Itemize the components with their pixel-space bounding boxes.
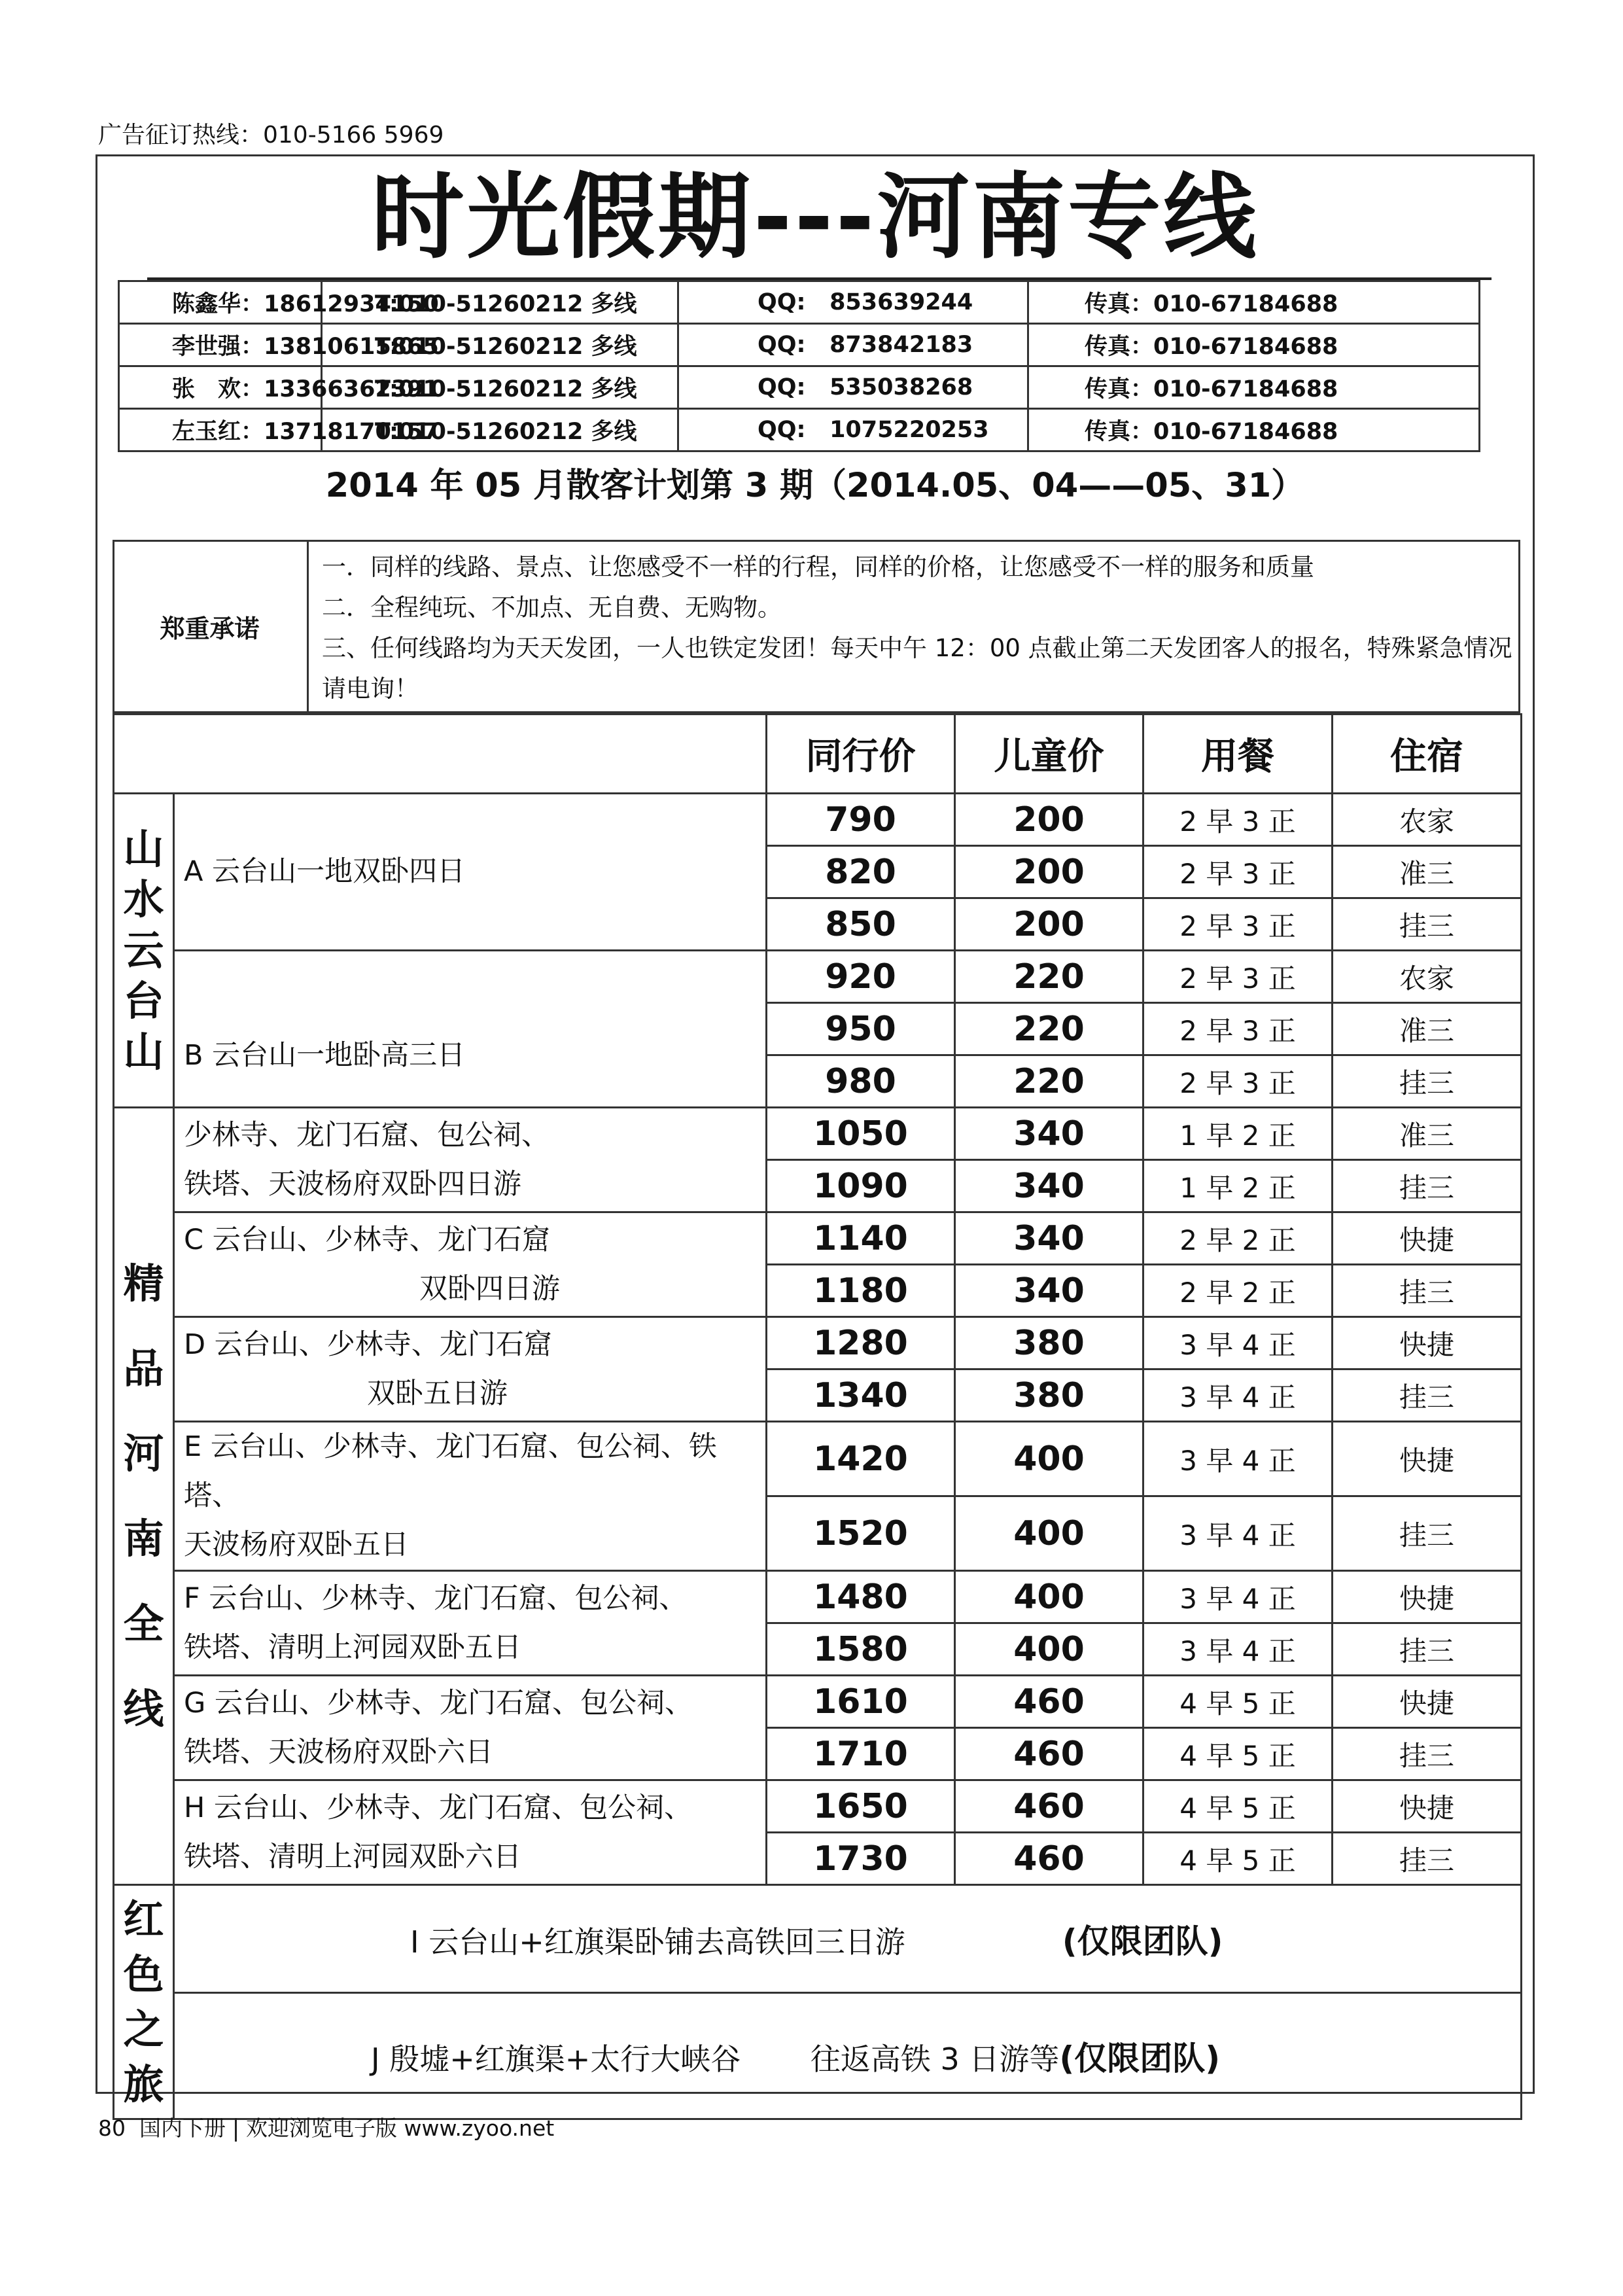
header-meal: 用餐 [1143, 715, 1333, 794]
contact-row [119, 281, 1480, 324]
page-footer [98, 2111, 554, 2142]
header-hotel: 住宿 [1333, 715, 1522, 794]
promise-label: 郑重承诺 [113, 540, 309, 713]
child-price: 380 [955, 1317, 1143, 1369]
table-row [114, 1676, 1522, 1728]
price: 920 [767, 951, 955, 1003]
child-price: 340 [955, 1265, 1143, 1317]
route-d: D 云台山、少林寺、龙门石窟 双卧五日游 [174, 1317, 767, 1422]
child-price: 220 [955, 951, 1143, 1003]
meal: 1 早 2 正 [1143, 1108, 1333, 1160]
contact-row [119, 409, 1480, 451]
page-title: 时光假期---河南专线 [371, 164, 1259, 272]
contact-tel: T:010-51260212 多线 [322, 324, 678, 366]
meal: 2 早 3 正 [1143, 1003, 1333, 1055]
red-tour-j: J 殷墟+红旗渠+太行大峡谷 往返高铁 3 日游等(仅限团队) [174, 1993, 1522, 2119]
child-price: 400 [955, 1571, 1143, 1623]
child-price: 460 [955, 1728, 1143, 1780]
meal: 2 早 2 正 [1143, 1212, 1333, 1265]
contact-tel: T:010-51260212 多线 [322, 409, 678, 451]
hotel: 挂三 [1333, 1833, 1522, 1885]
child-price: 200 [955, 794, 1143, 846]
meal: 1 早 2 正 [1143, 1160, 1333, 1212]
header-price: 同行价 [767, 715, 955, 794]
promise-line: 二．全程纯玩、不加点、无自费、无购物。 [322, 593, 782, 622]
contact-row [119, 324, 1480, 366]
hotel: 快捷 [1333, 1571, 1522, 1623]
route-h: H 云台山、少林寺、龙门石窟、包公祠、 铁塔、清明上河园双卧六日 [174, 1780, 767, 1885]
contact-name: 张 欢：13366362391 [119, 366, 322, 409]
child-price: 400 [955, 1422, 1143, 1496]
hotel: 挂三 [1333, 1623, 1522, 1676]
promise-line: 三、任何线路均为天天发团，一人也铁定发团！每天中午 12：00 点截止第二天发团客人的报名，特殊紧急情况请电询！ [322, 634, 1512, 703]
child-price: 460 [955, 1676, 1143, 1728]
price: 1610 [767, 1676, 955, 1728]
price: 1650 [767, 1780, 955, 1833]
meal: 3 早 4 正 [1143, 1496, 1333, 1571]
child-price: 460 [955, 1833, 1143, 1885]
contact-qq: QQ: 853639244 [678, 281, 1028, 324]
meal: 3 早 4 正 [1143, 1623, 1333, 1676]
price: 980 [767, 1055, 955, 1108]
price-table [113, 713, 1522, 2120]
contact-fax: 传真：010-67184688 [1028, 409, 1480, 451]
price: 1730 [767, 1833, 955, 1885]
table-row [114, 1108, 1522, 1160]
price: 950 [767, 1003, 955, 1055]
contact-qq: QQ: 873842183 [678, 324, 1028, 366]
promise-text [322, 547, 1512, 709]
promise-line: 一．同样的线路、景点、让您感受不一样的行程，同样的价格，让您感受不一样的服务和质量 [322, 553, 1314, 581]
hotel: 准三 [1333, 1108, 1522, 1160]
group-label: 红色之旅 [123, 1895, 164, 2108]
child-price: 220 [955, 1003, 1143, 1055]
hotel: 准三 [1333, 1003, 1522, 1055]
contacts-table [118, 280, 1480, 452]
hotel: 快捷 [1333, 1676, 1522, 1728]
route-b: B 云台山一地卧高三日 [174, 951, 767, 1108]
price: 1710 [767, 1728, 955, 1780]
table-row [114, 1422, 1522, 1496]
meal: 3 早 4 正 [1143, 1571, 1333, 1623]
section-name: 国内下册 [139, 2115, 226, 2141]
group-label: 精品河南全线 [123, 1259, 164, 1733]
contact-tel: T:010-51260212 多线 [322, 281, 678, 324]
contact-row [119, 366, 1480, 409]
meal: 4 早 5 正 [1143, 1833, 1333, 1885]
child-price: 220 [955, 1055, 1143, 1108]
page-number: 80 [98, 2115, 126, 2141]
child-price: 200 [955, 898, 1143, 951]
child-price: 380 [955, 1369, 1143, 1422]
route-g: G 云台山、少林寺、龙门石窟、包公祠、 铁塔、天波杨府双卧六日 [174, 1676, 767, 1780]
table-row [114, 1317, 1522, 1369]
hotel: 挂三 [1333, 1369, 1522, 1422]
child-price: 200 [955, 846, 1143, 898]
meal: 2 早 3 正 [1143, 951, 1333, 1003]
hotel: 挂三 [1333, 1265, 1522, 1317]
price: 1280 [767, 1317, 955, 1369]
price: 1420 [767, 1422, 955, 1496]
hotel: 快捷 [1333, 1780, 1522, 1833]
hotel: 挂三 [1333, 1728, 1522, 1780]
route-a: A 云台山一地双卧四日 [174, 794, 767, 951]
contact-name: 左玉红：13718170157 [119, 409, 322, 451]
price: 820 [767, 846, 955, 898]
footer-note: 欢迎浏览电子版 www.zyoo.net [245, 2115, 555, 2141]
meal: 4 早 5 正 [1143, 1676, 1333, 1728]
contact-qq: QQ: 535038268 [678, 366, 1028, 409]
price: 1520 [767, 1496, 955, 1571]
meal: 2 早 3 正 [1143, 794, 1333, 846]
footer-divider [235, 2118, 237, 2142]
hotel: 准三 [1333, 846, 1522, 898]
contact-qq: QQ: 1075220253 [678, 409, 1028, 451]
meal: 2 早 3 正 [1143, 898, 1333, 951]
child-price: 460 [955, 1780, 1143, 1833]
route-c: C 云台山、少林寺、龙门石窟 双卧四日游 [174, 1212, 767, 1317]
meal: 3 早 4 正 [1143, 1369, 1333, 1422]
table-row [114, 1885, 1522, 1993]
price: 1340 [767, 1369, 955, 1422]
table-row [114, 951, 1522, 1003]
child-price: 400 [955, 1496, 1143, 1571]
meal: 3 早 4 正 [1143, 1317, 1333, 1369]
hotel: 挂三 [1333, 1496, 1522, 1571]
ad-hotline: 广告征订热线：010-5166 5969 [98, 122, 444, 149]
price: 1180 [767, 1265, 955, 1317]
contact-fax: 传真：010-67184688 [1028, 366, 1480, 409]
table-row [114, 1780, 1522, 1833]
child-price: 340 [955, 1212, 1143, 1265]
route-s: 少林寺、龙门石窟、包公祠、 铁塔、天波杨府双卧四日游 [174, 1108, 767, 1212]
hotel: 挂三 [1333, 1160, 1522, 1212]
table-row [114, 1993, 1522, 2119]
child-price: 340 [955, 1160, 1143, 1212]
hotel: 挂三 [1333, 1055, 1522, 1108]
price: 1090 [767, 1160, 955, 1212]
route-e: E 云台山、少林寺、龙门石窟、包公祠、铁塔、 天波杨府双卧五日 [174, 1422, 767, 1571]
price: 1140 [767, 1212, 955, 1265]
contact-name: 陈鑫华：18612934150 [119, 281, 322, 324]
hotel: 农家 [1333, 951, 1522, 1003]
child-price: 340 [955, 1108, 1143, 1160]
meal: 2 早 3 正 [1143, 846, 1333, 898]
contact-fax: 传真：010-67184688 [1028, 281, 1480, 324]
issue-title: 2014 年 05 月散客计划第 3 期（2014.05、04——05、31） [325, 467, 1305, 505]
red-tour-i: I 云台山+红旗渠卧铺去高铁回三日游 (仅限团队) [174, 1885, 1522, 1993]
group-label: 山水云台山 [123, 824, 164, 1076]
table-row [114, 794, 1522, 846]
meal: 2 早 3 正 [1143, 1055, 1333, 1108]
hotel: 快捷 [1333, 1317, 1522, 1369]
price: 850 [767, 898, 955, 951]
group-jingpin [114, 1108, 174, 1885]
child-price: 400 [955, 1623, 1143, 1676]
contact-name: 李世强：13810615865 [119, 324, 322, 366]
header-child: 儿童价 [955, 715, 1143, 794]
price: 1050 [767, 1108, 955, 1160]
group-hongse [114, 1885, 174, 2119]
price: 790 [767, 794, 955, 846]
hotel: 快捷 [1333, 1422, 1522, 1496]
meal: 4 早 5 正 [1143, 1728, 1333, 1780]
meal: 2 早 2 正 [1143, 1265, 1333, 1317]
hotel: 农家 [1333, 794, 1522, 846]
contact-tel: T:010-51260212 多线 [322, 366, 678, 409]
contact-fax: 传真：010-67184688 [1028, 324, 1480, 366]
hotel: 挂三 [1333, 898, 1522, 951]
hotel: 快捷 [1333, 1212, 1522, 1265]
table-row [114, 1212, 1522, 1265]
meal: 3 早 4 正 [1143, 1422, 1333, 1496]
price: 1580 [767, 1623, 955, 1676]
price: 1480 [767, 1571, 955, 1623]
table-row [114, 1571, 1522, 1623]
table-header [114, 715, 1522, 794]
group-shanshui [114, 794, 174, 1108]
route-f: F 云台山、少林寺、龙门石窟、包公祠、 铁塔、清明上河园双卧五日 [174, 1571, 767, 1676]
meal: 4 早 5 正 [1143, 1780, 1333, 1833]
